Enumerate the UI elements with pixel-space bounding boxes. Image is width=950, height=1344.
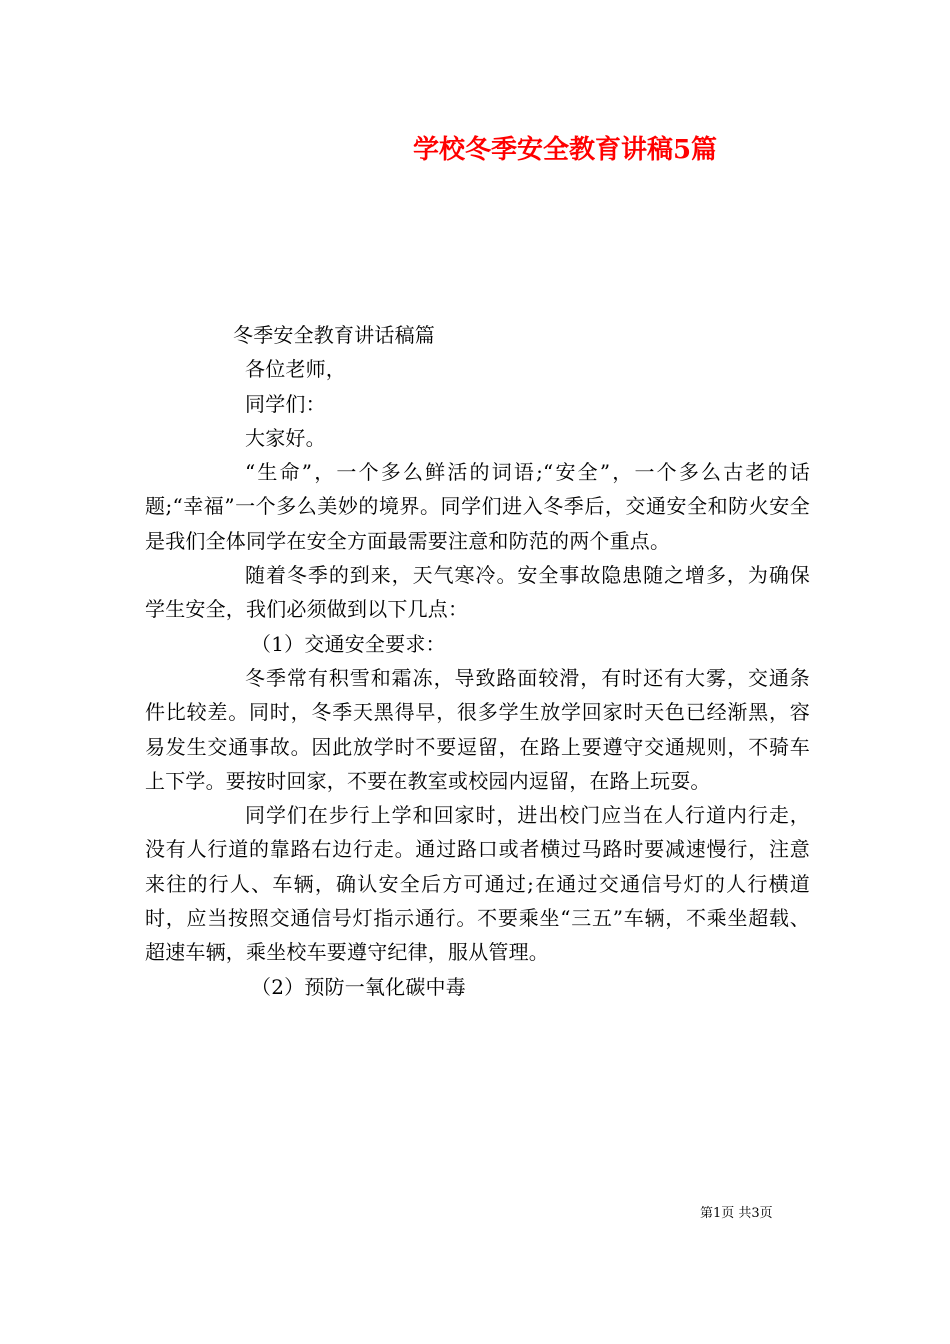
document-body bbox=[145, 318, 810, 1004]
section-heading: 冬季安全教育讲话稿篇 bbox=[233, 323, 435, 347]
greeting: 大家好。 bbox=[245, 425, 326, 450]
paragraph-intro: “生命”，一个多么鲜活的词语;“安全”，一个多么古老的话题;“幸福”一个多么美妙的境界。同学们进入冬季后，交通安全和防火安全是我们全体同学在安全方面最需要注意和防范的两个重点。 bbox=[145, 460, 810, 553]
salutation-students: 同学们： bbox=[245, 391, 326, 416]
subheading-co-poisoning: （2）预防一氧化碳中毒 bbox=[251, 974, 466, 999]
paragraph-walking-rules: 同学们在步行上学和回家时，进出校门应当在人行道内行走，没有人行道的靠路右边行走。通过路口或者横过马路时要减速慢行，注意来往的行人、车辆，确认安全后方可通过;在通过交通信号灯的人行横道时，应当按照交通信号灯指示通行。不要乘坐“三五”车辆，不乘坐超载、超速车辆，乘坐校车要遵守纪律，服从管理。 bbox=[145, 803, 810, 965]
paragraph-traffic-conditions: 冬季常有积雪和霜冻，导致路面较滑，有时还有大雾，交通条件比较差。同时，冬季天黑得早，很多学生放学回家时天色已经渐黑，容易发生交通事故。因此放学时不要逗留，在路上要遵守交通规则，不骑车上下学。要按时回家，不要在教室或校园内逗留，在路上玩耍。 bbox=[145, 665, 810, 793]
paragraph-winter: 随着冬季的到来，天气寒冷。安全事故隐患随之增多，为确保学生安全，我们必须做到以下几点： bbox=[145, 563, 810, 622]
page-number: 第1页 共3页 bbox=[700, 1206, 773, 1221]
subheading-traffic: （1）交通安全要求： bbox=[251, 631, 446, 656]
salutation-teachers: 各位老师， bbox=[245, 357, 346, 382]
document-title: 学校冬季安全教育讲稿5篇 bbox=[412, 135, 718, 165]
